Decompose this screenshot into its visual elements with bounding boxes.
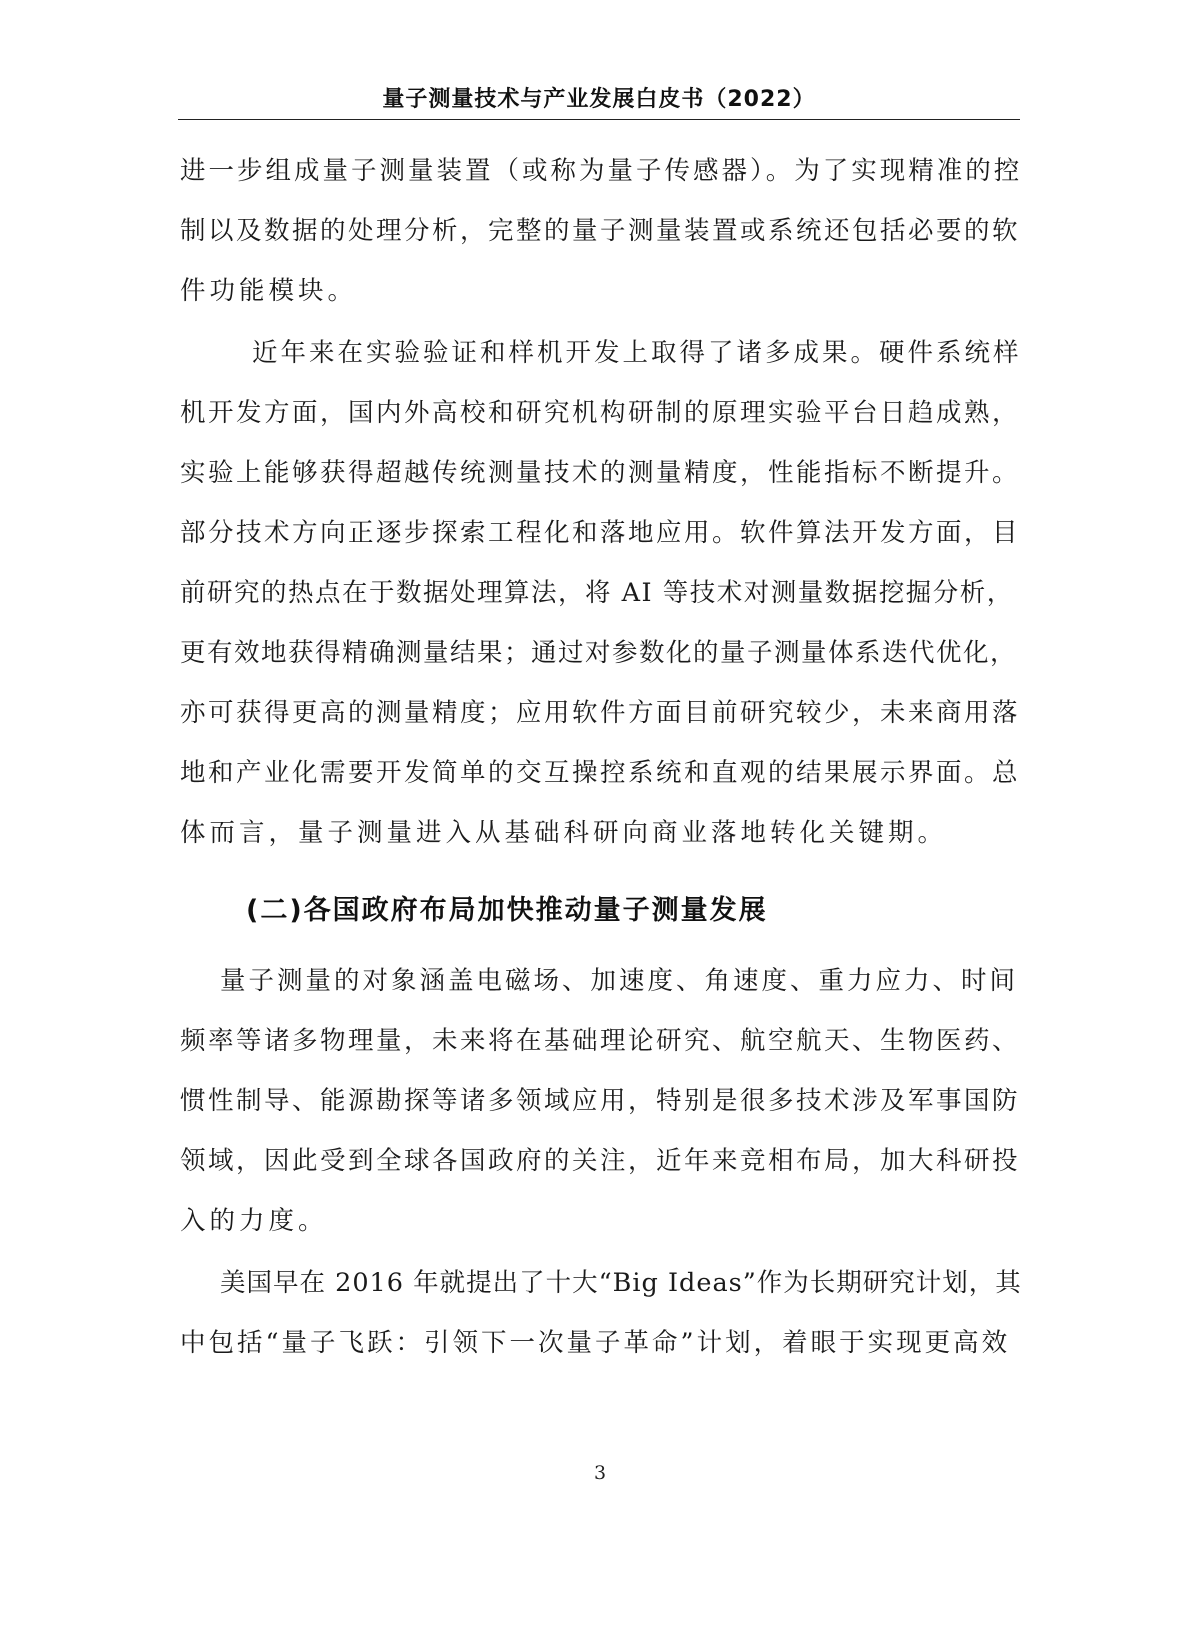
paragraph-line: 部分技术方向正逐步探索工程化和落地应用。软件算法开发方面，目 [180, 518, 1021, 548]
paragraph-line: 美国早在 2016 年就提出了十大“Big Ideas”作为长期研究计划，其 [220, 1268, 1022, 1298]
paragraph-line: 惯性制导、能源勘探等诸多领域应用，特别是很多技术涉及军事国防 [180, 1086, 1021, 1116]
paragraph-line: 亦可获得更高的测量精度；应用软件方面目前研究较少，未来商用落 [180, 698, 1021, 728]
paragraph-line: 近年来在实验验证和样机开发上取得了诸多成果。硬件系统样 [252, 338, 1022, 368]
paragraph-line: 件功能模块。 [180, 276, 358, 306]
paragraph-line: 前研究的热点在于数据处理算法，将 AI 等技术对测量数据挖掘分析， [180, 578, 1014, 608]
paragraph-line: 领域，因此受到全球各国政府的关注，近年来竞相布局，加大科研投 [180, 1146, 1021, 1176]
paragraph-line: 入的力度。 [180, 1206, 328, 1236]
paragraph-line: 进一步组成量子测量装置（或称为量子传感器）。为了实现精准的控 [180, 156, 1023, 186]
paragraph-line: 量子测量的对象涵盖电磁场、加速度、角速度、重力应力、时间 [220, 966, 1019, 996]
section-heading: (二)各国政府布局加快推动量子测量发展 [246, 895, 768, 926]
paragraph-line: 制以及数据的处理分析，完整的量子测量装置或系统还包括必要的软 [180, 216, 1021, 246]
paragraph-line: 体而言，量子测量进入从基础科研向商业落地转化关键期。 [180, 818, 948, 848]
header-rule [178, 119, 1020, 120]
paragraph-line: 机开发方面，国内外高校和研究机构研制的原理实验平台日趋成熟， [180, 398, 1021, 428]
paragraph-line: 频率等诸多物理量，未来将在基础理论研究、航空航天、生物医药、 [180, 1026, 1021, 1056]
paragraph-line: 中包括“量子飞跃：引领下一次量子革命”计划，着眼于实现更高效 [180, 1328, 1011, 1358]
paragraph-line: 更有效地获得精确测量结果；通过对参数化的量子测量体系迭代优化， [180, 638, 1018, 668]
page-number: 3 [593, 1462, 607, 1484]
paragraph-line: 地和产业化需要开发简单的交互操控系统和直观的结果展示界面。总 [180, 758, 1021, 788]
paragraph-line: 实验上能够获得超越传统测量技术的测量精度，性能指标不断提升。 [180, 458, 1021, 488]
running-header: 量子测量技术与产业发展白皮书（2022） [382, 87, 816, 112]
